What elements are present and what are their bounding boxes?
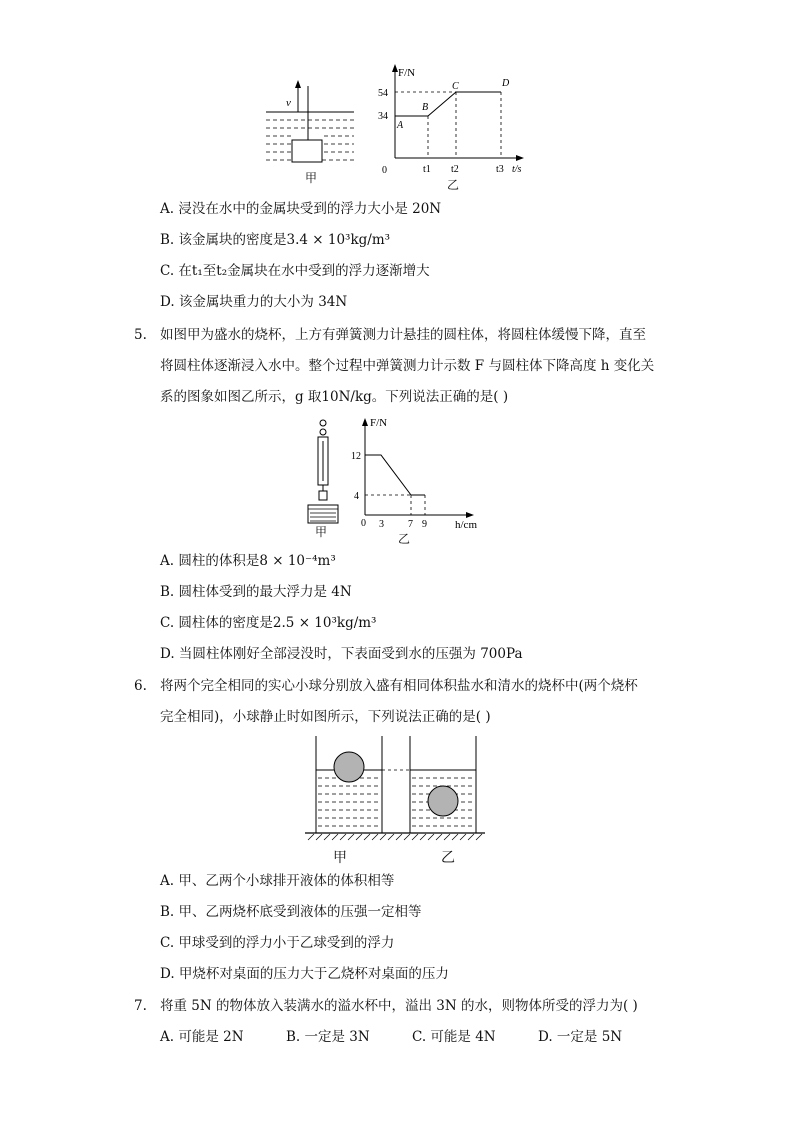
q5-option-c: C. 圆柱体的密度是2.5 × 10³kg/m³ (160, 615, 377, 631)
q4-x-axis-label: t/s (512, 164, 522, 175)
q6-option-a: A. 甲、乙两个小球排开液体的体积相等 (160, 873, 395, 889)
q4-point-b: B (422, 102, 429, 113)
q7-option-a: A. 可能是 2N (160, 1029, 244, 1045)
q5-y-tick-12: 12 (351, 451, 361, 462)
q4-x-tick-t2: t2 (451, 164, 459, 175)
q5-yi-caption: 乙 (398, 532, 411, 546)
q4-option-b: B. 该金属块的密度是3.4 × 10³kg/m³ (160, 232, 391, 248)
q5-stem-line-3: 系的图象如图乙所示，g 取10N/kg。下列说法正确的是( ) (160, 389, 509, 405)
q4-option-a: A. 浸没在水中的金属块受到的浮力大小是 20N (160, 201, 442, 217)
q7-option-b: B. 一定是 3N (286, 1029, 370, 1045)
q4-y-tick-54: 54 (378, 88, 388, 99)
q6-option-b: B. 甲、乙两烧杯底受到液体的压强一定相等 (160, 904, 422, 920)
q5-x-axis-label: h/cm (455, 519, 477, 531)
q5-y-axis-label: F/N (370, 417, 388, 429)
q5-number: 5. (134, 327, 147, 343)
q5-y-tick-4: 4 (354, 491, 359, 502)
q7-stem: 将重 5N 的物体放入装满水的溢水杯中，溢出 3N 的水，则物体所受的浮力为( ) (160, 998, 638, 1014)
q4-point-c: C (452, 81, 459, 92)
q4-x-tick-t3: t3 (496, 164, 504, 175)
q5-jia-caption: 甲 (315, 525, 328, 539)
q6-figure (300, 734, 490, 844)
q6-option-d: D. 甲烧杯对桌面的压力大于乙烧杯对桌面的压力 (160, 966, 449, 982)
q5-stem-line-2: 将圆柱体逐渐浸入水中。整个过程中弹簧测力计示数 F 与圆柱体下降高度 h 变化关 (160, 358, 655, 374)
q4-option-d: D. 该金属块重力的大小为 34N (160, 294, 348, 310)
q4-figure-yi-graph (368, 62, 538, 192)
q7-option-d: D. 一定是 5N (538, 1029, 623, 1045)
q5-x-tick-7: 7 (408, 519, 413, 530)
q5-stem-line-1: 如图甲为盛水的烧杯，上方有弹簧测力计悬挂的圆柱体，将圆柱体缓慢下降，直至 (160, 327, 646, 343)
q6-yi-caption: 乙 (441, 850, 455, 866)
q5-figure-yi-graph (348, 412, 498, 537)
q5-figure-jia (300, 415, 350, 535)
q4-option-c: C. 在t₁至t₂金属块在水中受到的浮力逐渐增大 (160, 263, 430, 279)
q6-stem-line-2: 完全相同)，小球静止时如图所示，下列说法正确的是( ) (160, 709, 491, 725)
q4-origin: 0 (382, 165, 387, 176)
q4-jia-caption: 甲 (305, 171, 318, 185)
q5-origin: 0 (361, 518, 366, 529)
q5-x-tick-9: 9 (422, 519, 427, 530)
q5-option-b: B. 圆柱体受到的最大浮力是 4N (160, 584, 352, 600)
q5-option-a: A. 圆柱的体积是8 × 10⁻⁴m³ (160, 553, 336, 569)
q4-y-axis-label: F/N (398, 67, 416, 79)
q5-option-d: D. 当圆柱体刚好全部浸没时，下表面受到水的压强为 700Pa (160, 646, 523, 662)
q6-option-c: C. 甲球受到的浮力小于乙球受到的浮力 (160, 935, 395, 951)
q6-number: 6. (134, 678, 147, 694)
q4-x-tick-t1: t1 (423, 164, 431, 175)
q6-jia-caption: 甲 (333, 850, 347, 866)
q4-point-d: D (502, 78, 510, 89)
q5-x-tick-3: 3 (379, 519, 384, 530)
q7-number: 7. (134, 998, 147, 1014)
q7-option-c: C. 可能是 4N (412, 1029, 496, 1045)
q6-stem-line-1: 将两个完全相同的实心小球分别放入盛有相同体积盐水和清水的烧杯中(两个烧杯 (160, 678, 638, 694)
q4-point-a: A (397, 120, 404, 131)
velocity-label: v (286, 97, 291, 109)
q4-yi-caption: 乙 (447, 178, 460, 192)
q4-y-tick-34: 34 (378, 111, 388, 122)
